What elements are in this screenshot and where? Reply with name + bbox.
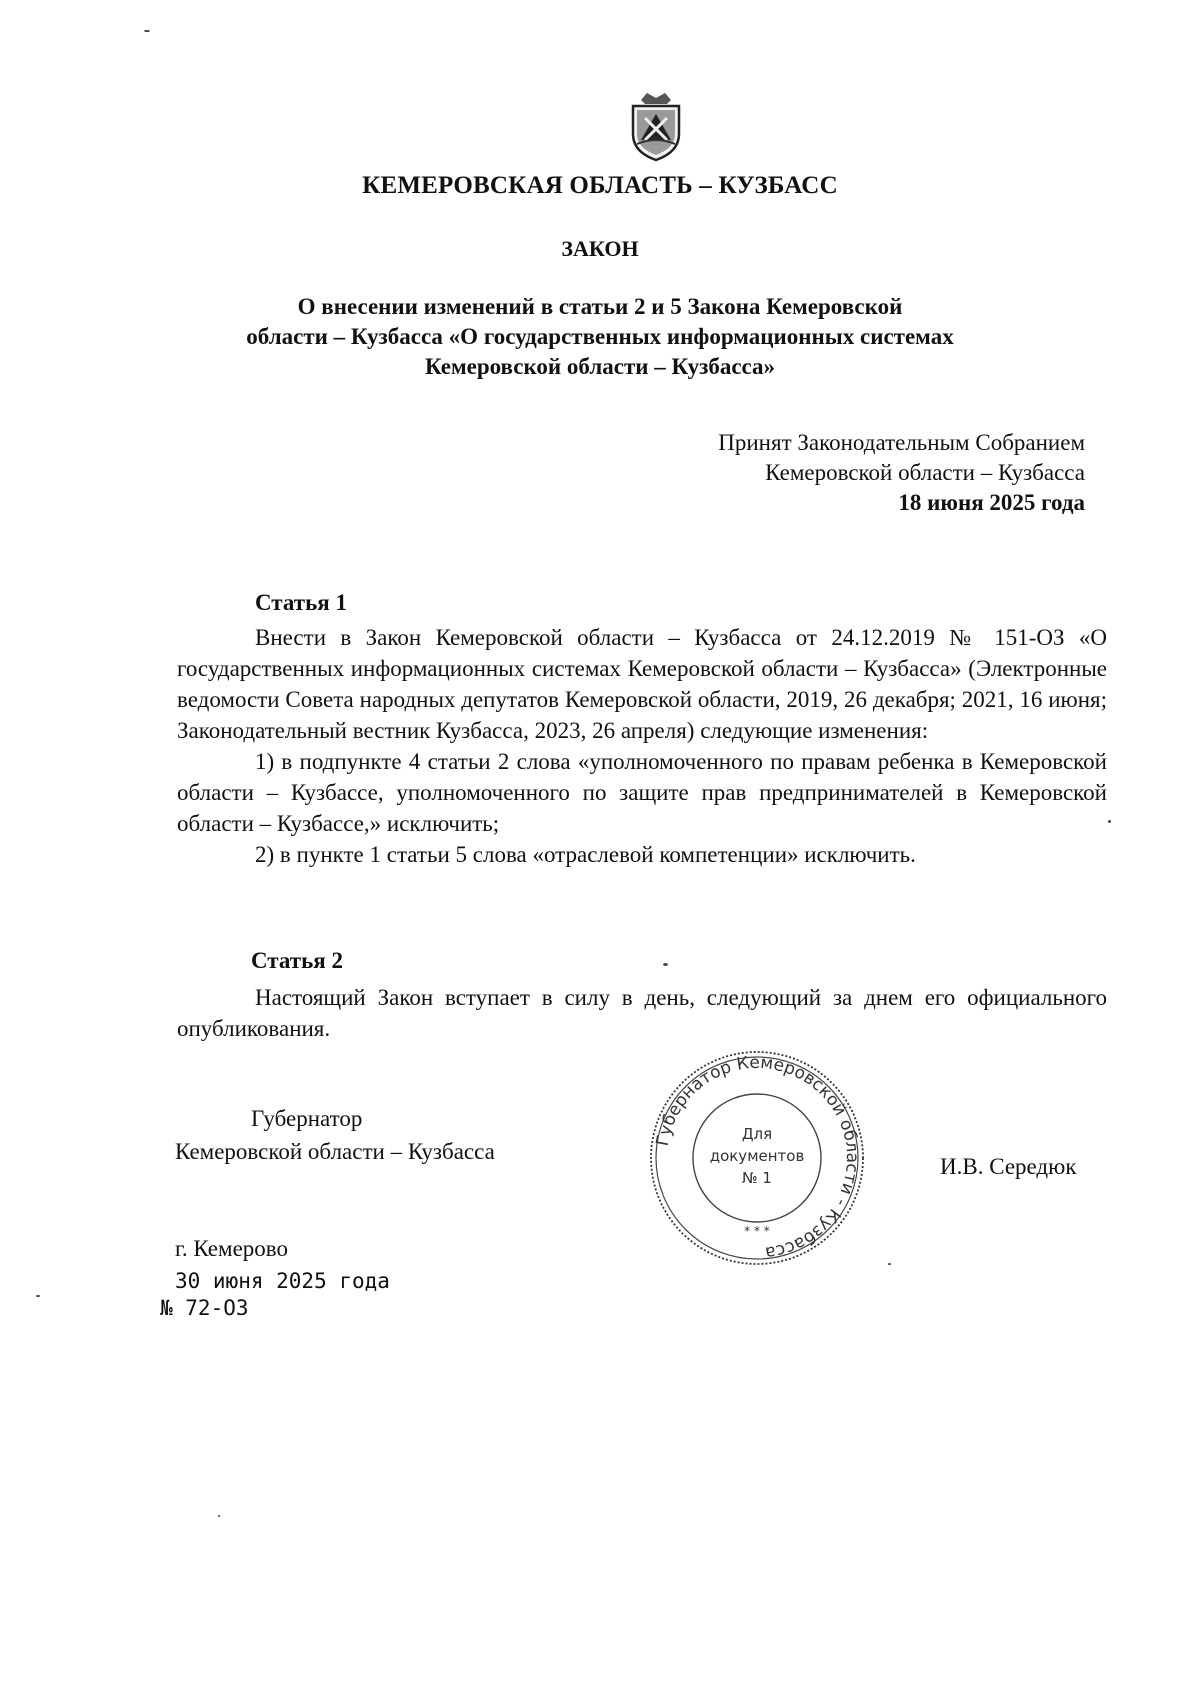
- signatory-name: И.В. Середюк: [940, 1154, 1077, 1179]
- stamp-center-line: документов: [709, 1147, 805, 1165]
- official-seal-stamp: [648, 1049, 866, 1267]
- law-title-line: Кемеровской области – Кузбасса»: [424, 354, 776, 379]
- law-title-line: области – Кузбасса «О государственных информационных системах: [246, 324, 954, 349]
- scan-speck: [218, 1515, 220, 1517]
- scan-speck: [1108, 820, 1111, 823]
- stamp-stars: * * *: [744, 1224, 770, 1238]
- stamp-ring-text: Губернатор Кемеровской области - Кузбасса: [652, 1052, 863, 1263]
- article-1-paragraph: 1) в подпункте 4 статьи 2 слова «уполномоченного по правам ребенка в Кемеровской области – Кузбассе, уполномоченного по защите прав предпринимателей в Кемеровской области – Кузбассе,» исключить;: [177, 749, 1107, 836]
- article-2-heading: Статья 2: [251, 948, 343, 973]
- coat-of-arms-emblem: [627, 90, 685, 162]
- article-1-body: [177, 622, 1107, 870]
- stamp-center-line: № 1: [742, 1169, 772, 1187]
- signatory-title: Губернатор: [251, 1106, 363, 1131]
- article-1-heading: Статья 1: [255, 590, 347, 615]
- article-2-paragraph: Настоящий Закон вступает в силу в день, следующий за днем его официального опубликования.: [177, 985, 1107, 1041]
- signing-date: 30 июня 2025 года: [175, 1269, 390, 1293]
- scan-speck: [663, 963, 668, 966]
- city-place: г. Кемерово: [175, 1236, 288, 1261]
- adoption-block: [718, 428, 1085, 518]
- article-2-body: [177, 982, 1107, 1044]
- adoption-line: Принят Законодательным Собранием: [718, 430, 1085, 455]
- scan-speck: [36, 1295, 40, 1297]
- article-1-paragraph: Внести в Закон Кемеровской области – Кузбасса от 24.12.2019 № 151-ОЗ «О государственных информационных системах Кемеровской области – Кузбасса» (Электронные ведомости Совета народных депутатов Кемеровской области, 2019, 26 декабря; 2021, 16 июня; Законодательный вестник Кузбасса, 2023, 26 апреля) следующие изменения:: [177, 625, 1107, 743]
- scan-speck: [144, 30, 150, 32]
- region-heading: КЕМЕРОВСКАЯ ОБЛАСТЬ – КУЗБАСС: [362, 172, 838, 199]
- adoption-date: 18 июня 2025 года: [898, 490, 1085, 515]
- stamp-center-line: Для: [741, 1125, 773, 1143]
- signatory-region: Кемеровской области – Кузбасса: [175, 1139, 495, 1164]
- document-type: ЗАКОН: [561, 236, 639, 261]
- law-title: [0, 292, 1200, 382]
- adoption-line: Кемеровской области – Кузбасса: [765, 460, 1085, 485]
- law-number: № 72-ОЗ: [160, 1296, 249, 1320]
- scan-speck: [888, 1263, 891, 1265]
- law-title-line: О внесении изменений в статьи 2 и 5 Закона Кемеровской: [297, 294, 903, 319]
- article-1-paragraph: 2) в пункте 1 статьи 5 слова «отраслевой компетенции» исключить.: [255, 842, 916, 867]
